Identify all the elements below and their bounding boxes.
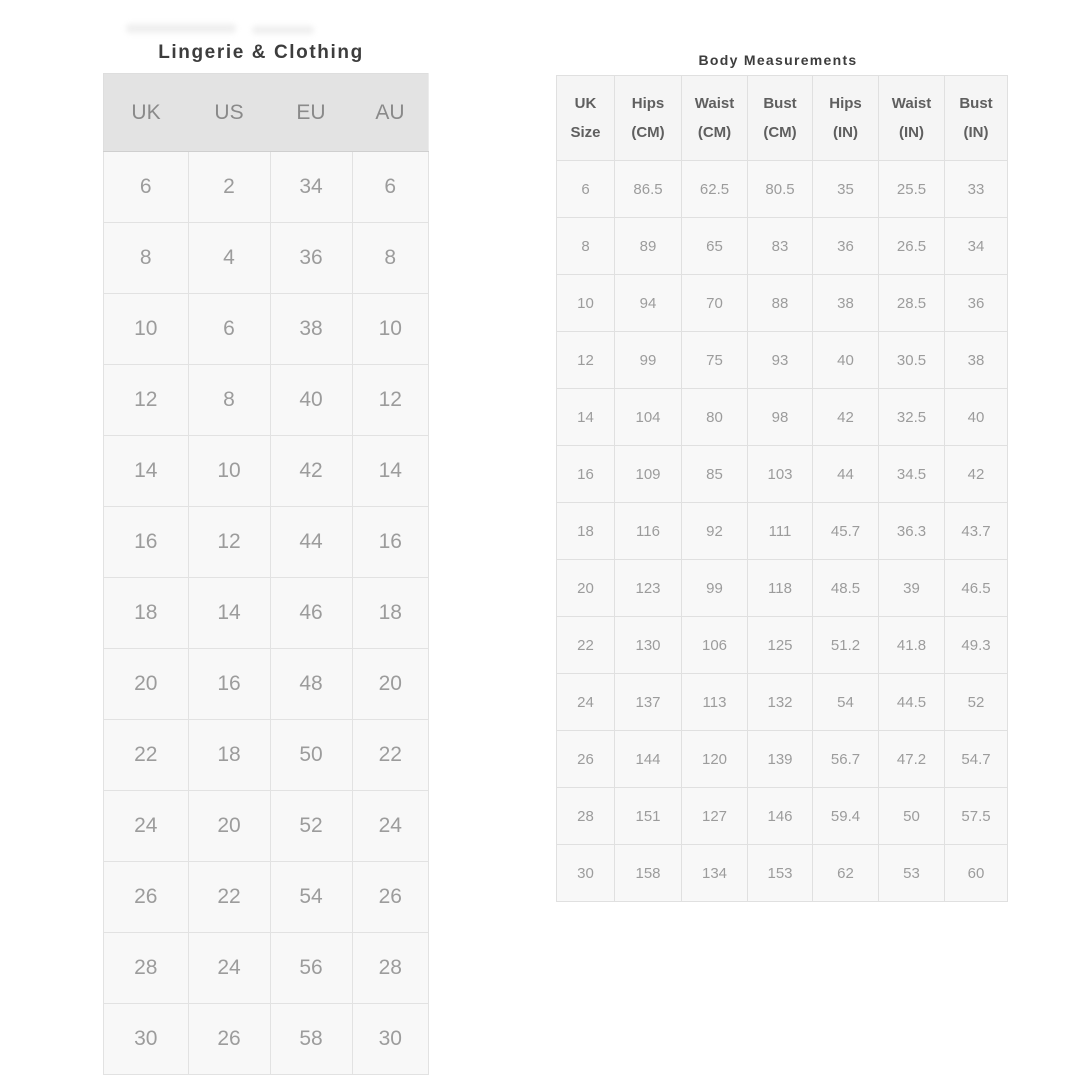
table-cell: 57.5 <box>945 788 1008 845</box>
table-cell: 18 <box>557 503 615 560</box>
table-cell: 116 <box>615 503 682 560</box>
table-row <box>557 332 1008 389</box>
body-table-title: Body Measurements <box>698 52 858 68</box>
table-cell: 30 <box>352 1004 429 1075</box>
table-cell: 10 <box>557 275 615 332</box>
table-cell: 83 <box>748 218 813 275</box>
table-cell: 56 <box>270 933 352 1004</box>
table-cell: 26 <box>188 1004 270 1075</box>
table-cell: 60 <box>945 845 1008 902</box>
table-cell: 104 <box>615 389 682 446</box>
column-header-line: Waist <box>891 95 932 112</box>
table-cell: 8 <box>104 223 189 294</box>
table-row <box>557 218 1008 275</box>
table-cell: 54.7 <box>945 731 1008 788</box>
table-cell: 20 <box>352 649 429 720</box>
table-row <box>557 560 1008 617</box>
table-cell: 34.5 <box>879 446 945 503</box>
table-cell: 46 <box>270 578 352 649</box>
table-cell: 40 <box>813 332 879 389</box>
table-cell: 10 <box>188 436 270 507</box>
table-cell: 30 <box>104 1004 189 1075</box>
table-cell: 20 <box>104 649 189 720</box>
table-cell: 24 <box>352 791 429 862</box>
table-cell: 24 <box>188 933 270 1004</box>
table-cell: 40 <box>945 389 1008 446</box>
table-cell: 6 <box>104 152 189 223</box>
table-cell: 38 <box>270 294 352 365</box>
body-measurements-table <box>556 75 1008 902</box>
table-cell: 16 <box>188 649 270 720</box>
table-cell: 16 <box>104 507 189 578</box>
table-row <box>104 436 429 507</box>
table-cell: 32.5 <box>879 389 945 446</box>
table-cell: 127 <box>682 788 748 845</box>
table-cell: 22 <box>188 862 270 933</box>
table-cell: 16 <box>352 507 429 578</box>
table-cell: 120 <box>682 731 748 788</box>
table-cell: 146 <box>748 788 813 845</box>
table-row <box>557 845 1008 902</box>
table-cell: 22 <box>104 720 189 791</box>
table-cell: 8 <box>557 218 615 275</box>
column-header-line: Bust <box>959 95 993 112</box>
table-cell: 45.7 <box>813 503 879 560</box>
table-cell: 8 <box>352 223 429 294</box>
table-cell: 22 <box>557 617 615 674</box>
column-header <box>879 76 945 161</box>
table-cell: 123 <box>615 560 682 617</box>
table-cell: 12 <box>188 507 270 578</box>
table-cell: 18 <box>104 578 189 649</box>
table-cell: 92 <box>682 503 748 560</box>
column-header-line: UK <box>574 95 597 112</box>
table-cell: 70 <box>682 275 748 332</box>
table-row <box>104 720 429 791</box>
table-cell: 50 <box>270 720 352 791</box>
table-cell: 62.5 <box>682 161 748 218</box>
table-cell: 98 <box>748 389 813 446</box>
column-header-line: (CM) <box>631 124 665 141</box>
table-row <box>557 617 1008 674</box>
column-header-line: Hips <box>631 95 665 112</box>
table-cell: 35 <box>813 161 879 218</box>
lingerie-clothing-section <box>103 42 419 1075</box>
lingerie-table-header <box>104 74 429 152</box>
table-cell: 80.5 <box>748 161 813 218</box>
table-cell: 12 <box>104 365 189 436</box>
table-cell: 12 <box>352 365 429 436</box>
table-cell: 36 <box>813 218 879 275</box>
column-header-line: (CM) <box>763 124 797 141</box>
table-cell: 14 <box>352 436 429 507</box>
table-cell: 53 <box>879 845 945 902</box>
table-cell: 99 <box>615 332 682 389</box>
lingerie-table-body <box>104 152 429 1075</box>
table-cell: 75 <box>682 332 748 389</box>
table-cell: 10 <box>104 294 189 365</box>
table-row <box>557 389 1008 446</box>
table-cell: 22 <box>352 720 429 791</box>
body-table-body <box>557 161 1008 902</box>
column-header-line: (IN) <box>899 124 924 141</box>
column-header: AU <box>352 74 429 152</box>
table-cell: 30.5 <box>879 332 945 389</box>
table-cell: 28 <box>104 933 189 1004</box>
table-row <box>557 731 1008 788</box>
table-cell: 42 <box>270 436 352 507</box>
table-cell: 85 <box>682 446 748 503</box>
table-cell: 137 <box>615 674 682 731</box>
header-row <box>104 74 429 152</box>
table-row <box>104 365 429 436</box>
table-cell: 8 <box>188 365 270 436</box>
table-cell: 139 <box>748 731 813 788</box>
faded-artifact <box>252 26 314 34</box>
table-cell: 18 <box>352 578 429 649</box>
table-cell: 113 <box>682 674 748 731</box>
column-header-line: Hips <box>829 95 862 112</box>
table-cell: 26 <box>557 731 615 788</box>
table-cell: 62 <box>813 845 879 902</box>
table-row <box>104 223 429 294</box>
table-cell: 28 <box>557 788 615 845</box>
table-cell: 14 <box>557 389 615 446</box>
column-header-line: (CM) <box>697 124 732 141</box>
header-row <box>557 76 1008 161</box>
table-cell: 125 <box>748 617 813 674</box>
faded-artifact <box>126 24 236 33</box>
table-row <box>104 294 429 365</box>
table-cell: 59.4 <box>813 788 879 845</box>
table-cell: 46.5 <box>945 560 1008 617</box>
table-cell: 24 <box>104 791 189 862</box>
column-header <box>748 76 813 161</box>
table-cell: 42 <box>945 446 1008 503</box>
table-cell: 65 <box>682 218 748 275</box>
table-cell: 51.2 <box>813 617 879 674</box>
table-cell: 16 <box>557 446 615 503</box>
column-header-line: (IN) <box>963 124 989 141</box>
table-row <box>104 152 429 223</box>
table-cell: 26 <box>104 862 189 933</box>
table-row <box>104 578 429 649</box>
table-cell: 153 <box>748 845 813 902</box>
table-cell: 20 <box>188 791 270 862</box>
column-header-line: (IN) <box>833 124 858 141</box>
table-cell: 36.3 <box>879 503 945 560</box>
table-cell: 41.8 <box>879 617 945 674</box>
table-cell: 89 <box>615 218 682 275</box>
column-header: US <box>188 74 270 152</box>
table-cell: 58 <box>270 1004 352 1075</box>
table-cell: 26.5 <box>879 218 945 275</box>
body-measurements-section <box>556 52 1000 902</box>
table-cell: 99 <box>682 560 748 617</box>
table-cell: 33 <box>945 161 1008 218</box>
table-cell: 43.7 <box>945 503 1008 560</box>
table-row <box>104 649 429 720</box>
table-cell: 44.5 <box>879 674 945 731</box>
table-cell: 50 <box>879 788 945 845</box>
table-cell: 34 <box>270 152 352 223</box>
column-header <box>557 76 615 161</box>
table-row <box>104 1004 429 1075</box>
table-row <box>104 862 429 933</box>
table-cell: 6 <box>352 152 429 223</box>
table-cell: 118 <box>748 560 813 617</box>
table-cell: 47.2 <box>879 731 945 788</box>
table-cell: 40 <box>270 365 352 436</box>
table-cell: 103 <box>748 446 813 503</box>
table-cell: 24 <box>557 674 615 731</box>
table-cell: 52 <box>270 791 352 862</box>
table-cell: 38 <box>945 332 1008 389</box>
table-cell: 30 <box>557 845 615 902</box>
table-cell: 28.5 <box>879 275 945 332</box>
table-cell: 10 <box>352 294 429 365</box>
table-cell: 106 <box>682 617 748 674</box>
table-cell: 36 <box>945 275 1008 332</box>
lingerie-clothing-table <box>103 73 429 1075</box>
column-header <box>615 76 682 161</box>
table-cell: 26 <box>352 862 429 933</box>
table-cell: 28 <box>352 933 429 1004</box>
table-row <box>557 275 1008 332</box>
column-header <box>682 76 748 161</box>
table-cell: 52 <box>945 674 1008 731</box>
table-cell: 18 <box>188 720 270 791</box>
table-cell: 36 <box>270 223 352 294</box>
column-header: UK <box>104 74 189 152</box>
table-cell: 42 <box>813 389 879 446</box>
table-cell: 6 <box>557 161 615 218</box>
column-header: EU <box>270 74 352 152</box>
table-cell: 80 <box>682 389 748 446</box>
table-row <box>557 788 1008 845</box>
table-cell: 132 <box>748 674 813 731</box>
table-row <box>557 503 1008 560</box>
table-cell: 54 <box>270 862 352 933</box>
table-cell: 54 <box>813 674 879 731</box>
table-cell: 88 <box>748 275 813 332</box>
table-cell: 151 <box>615 788 682 845</box>
lingerie-table-title: Lingerie & Clothing <box>158 42 364 63</box>
table-row <box>104 791 429 862</box>
table-cell: 20 <box>557 560 615 617</box>
table-cell: 109 <box>615 446 682 503</box>
table-cell: 48.5 <box>813 560 879 617</box>
table-cell: 38 <box>813 275 879 332</box>
table-cell: 14 <box>104 436 189 507</box>
table-cell: 34 <box>945 218 1008 275</box>
column-header <box>813 76 879 161</box>
column-header <box>945 76 1008 161</box>
table-cell: 49.3 <box>945 617 1008 674</box>
table-cell: 44 <box>813 446 879 503</box>
table-row <box>557 674 1008 731</box>
table-cell: 93 <box>748 332 813 389</box>
column-header-line: Size <box>570 124 601 141</box>
table-cell: 6 <box>188 294 270 365</box>
table-cell: 4 <box>188 223 270 294</box>
table-cell: 25.5 <box>879 161 945 218</box>
table-cell: 94 <box>615 275 682 332</box>
table-cell: 111 <box>748 503 813 560</box>
column-header-line: Bust <box>763 95 797 112</box>
table-cell: 86.5 <box>615 161 682 218</box>
table-row <box>557 161 1008 218</box>
table-cell: 134 <box>682 845 748 902</box>
table-row <box>104 933 429 1004</box>
table-cell: 144 <box>615 731 682 788</box>
column-header-line: Waist <box>694 95 735 112</box>
table-row <box>557 446 1008 503</box>
table-cell: 130 <box>615 617 682 674</box>
table-cell: 44 <box>270 507 352 578</box>
table-cell: 14 <box>188 578 270 649</box>
body-table-header <box>557 76 1008 161</box>
table-cell: 2 <box>188 152 270 223</box>
table-cell: 56.7 <box>813 731 879 788</box>
table-cell: 48 <box>270 649 352 720</box>
table-cell: 12 <box>557 332 615 389</box>
table-cell: 39 <box>879 560 945 617</box>
table-cell: 158 <box>615 845 682 902</box>
table-row <box>104 507 429 578</box>
